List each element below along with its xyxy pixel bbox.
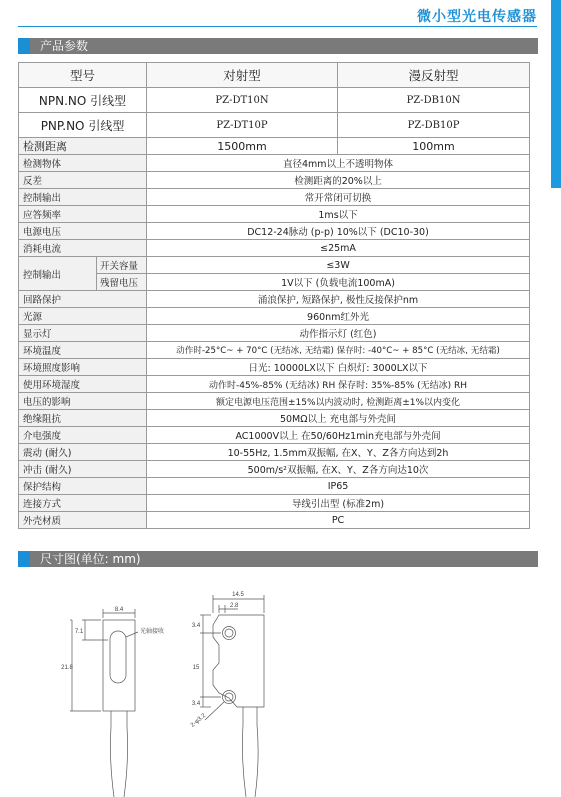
model-code: PZ-DB10N (338, 88, 530, 113)
row-label: 环境温度 (19, 342, 147, 359)
dim-side-offset: 2.8 (230, 603, 239, 609)
section-title: 尺寸图(单位: mm) (40, 552, 141, 566)
cable-line (242, 725, 246, 797)
row-value: AC1000V以上 在50/60Hz1min充电部与外壳间 (147, 427, 530, 444)
title-divider (18, 26, 537, 27)
mount-hole-top (223, 627, 236, 640)
table-row (19, 376, 530, 393)
header-model: 型号 (19, 63, 147, 88)
table-row (19, 427, 530, 444)
row-label: 连接方式 (19, 495, 147, 512)
row-value: 额定电源电压范围±15%以内波动时, 检测距离±1%以内变化 (147, 393, 530, 410)
row-value: 500m/s²双振幅, 在X、Y、Z各方向达10次 (147, 461, 530, 478)
row-value: DC12-24脉动 (p-p) 10%以下 (DC10-30) (147, 223, 530, 240)
row-label: PNP.NO 引线型 (19, 113, 147, 138)
dimension-drawing (0, 585, 561, 797)
mount-hole-top (225, 629, 233, 637)
row-label: 保护结构 (19, 478, 147, 495)
row-label: 控制输出 (19, 257, 97, 291)
row-label: NPN.NO 引线型 (19, 88, 147, 113)
side-view (200, 595, 264, 797)
dim-hole-bottom: 3.4 (191, 701, 201, 707)
table-row (19, 223, 530, 240)
row-value: 常开常闭可切换 (147, 189, 530, 206)
front-view (70, 609, 138, 797)
row-label: 震动 (耐久) (19, 444, 147, 461)
dim-hole-spacing: 15 (192, 665, 200, 671)
table-row (19, 240, 530, 257)
row-value: 100mm (338, 138, 530, 155)
row-label: 应答频率 (19, 206, 147, 223)
callout-label: 光轴接收 (140, 629, 165, 635)
sub-label: 残留电压 (97, 274, 147, 291)
row-label: 消耗电流 (19, 240, 147, 257)
row-value: 导线引出型 (标准2m) (147, 495, 530, 512)
front-housing (103, 620, 135, 711)
row-value: 动作时-25°C~ + 70°C (无结冰, 无结霜) 保存时: -40°C~ + 85°C (无结冰, 无结霜) (147, 342, 530, 359)
row-value: PC (147, 512, 530, 529)
dim-front-top-offset: 7.1 (74, 629, 84, 635)
page-title: 微小型光电传感器 (417, 9, 537, 25)
cable-line (124, 727, 128, 797)
header-diffuse: 漫反射型 (338, 63, 530, 88)
table-row (19, 206, 530, 223)
row-label: 回路保护 (19, 291, 147, 308)
dim-hole-top: 3.4 (191, 623, 201, 629)
row-label: 冲击 (耐久) (19, 461, 147, 478)
table-header-row (19, 63, 530, 88)
table-row (19, 189, 530, 206)
row-value: 日光: 10000LX以下 白炽灯: 3000LX以下 (147, 359, 530, 376)
callout-leader (126, 632, 138, 637)
row-value: 直径4mm以上不透明物体 (147, 155, 530, 172)
row-label: 控制输出 (19, 189, 147, 206)
row-value: ≤3W (147, 257, 530, 274)
row-label: 环境照度影响 (19, 359, 147, 376)
mount-hole-bottom (225, 693, 233, 701)
table-row (19, 512, 530, 529)
row-label: 电压的影响 (19, 393, 147, 410)
table-row (19, 291, 530, 308)
model-code: PZ-DB10P (338, 113, 530, 138)
row-value: 1V以下 (负载电流100mA) (147, 274, 530, 291)
table-row (19, 495, 530, 512)
row-label: 检测距离 (19, 138, 147, 155)
row-label: 使用环境湿度 (19, 376, 147, 393)
row-value: 960nm红外光 (147, 308, 530, 325)
model-code: PZ-DT10N (147, 88, 338, 113)
table-row (19, 444, 530, 461)
dim-front-height: 21.8 (61, 665, 73, 671)
row-label: 光源 (19, 308, 147, 325)
table-row (19, 393, 530, 410)
row-label: 外壳材质 (19, 512, 147, 529)
mount-hole-bottom (223, 691, 236, 704)
row-value: 10-55Hz, 1.5mm双振幅, 在X、Y、Z各方向达到2h (147, 444, 530, 461)
table-row (19, 359, 530, 376)
table-row (19, 113, 530, 138)
row-value: 1ms以下 (147, 206, 530, 223)
section-header-params (18, 38, 538, 54)
row-value: 50MΩ以上 充电部与外壳间 (147, 410, 530, 427)
table-row (19, 410, 530, 427)
row-label: 反差 (19, 172, 147, 189)
header-thru-beam: 对射型 (147, 63, 338, 88)
row-value: ≤25mA (147, 240, 530, 257)
sub-label: 开关容量 (97, 257, 147, 274)
table-row (19, 478, 530, 495)
table-row (19, 155, 530, 172)
row-label: 检测物体 (19, 155, 147, 172)
row-value: 动作指示灯 (红色) (147, 325, 530, 342)
dim-hole-diameter: 2-φ3.2 (189, 712, 208, 729)
side-color-tab (551, 0, 561, 188)
model-code: PZ-DT10P (147, 113, 338, 138)
cable-line (110, 727, 114, 797)
section-accent (18, 38, 30, 54)
row-label: 电源电压 (19, 223, 147, 240)
row-value: 涌浪保护, 短路保护, 极性反接保护nm (147, 291, 530, 308)
dim-front-width: 8.4 (114, 607, 124, 613)
table-row (19, 172, 530, 189)
section-header-dimensions (18, 551, 538, 567)
table-row (19, 138, 530, 155)
row-label: 绝缘阻抗 (19, 410, 147, 427)
table-row (19, 325, 530, 342)
section-accent (18, 551, 30, 567)
table-row (19, 257, 530, 274)
section-title: 产品参数 (40, 39, 89, 53)
table-row (19, 88, 530, 113)
table-row (19, 342, 530, 359)
spec-table (18, 62, 530, 529)
row-label: 介电强度 (19, 427, 147, 444)
table-row (19, 461, 530, 478)
row-value: 1500mm (147, 138, 338, 155)
hole-leader (205, 702, 224, 720)
row-value: IP65 (147, 478, 530, 495)
row-value: 检测距离的20%以上 (147, 172, 530, 189)
side-housing (213, 615, 264, 707)
table-row (19, 308, 530, 325)
lens-window (110, 631, 126, 683)
row-value: 动作时-45%-85% (无结冰) RH 保存时: 35%-85% (无结冰) RH (147, 376, 530, 393)
row-label: 显示灯 (19, 325, 147, 342)
cable-line (255, 725, 258, 797)
dim-side-width: 14.5 (232, 592, 244, 598)
